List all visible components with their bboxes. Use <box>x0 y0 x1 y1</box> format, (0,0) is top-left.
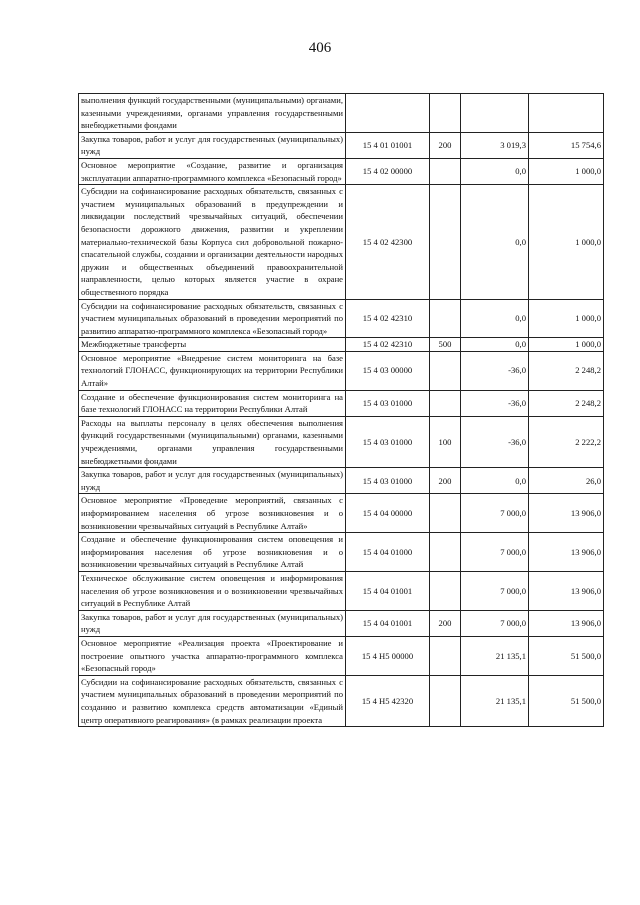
table-row <box>79 299 604 338</box>
row-amount-change-cell: -36,0 <box>461 390 529 416</box>
row-amount-total-cell: 13 906,0 <box>529 610 604 636</box>
row-code-cell: 15 4 02 42310 <box>346 299 430 338</box>
row-expense-type-cell <box>430 185 461 299</box>
row-amount-total-cell: 26,0 <box>529 468 604 494</box>
row-name-cell: Субсидии на софинансирование расходных обязательств, связанных с участием муниципальных образований в проведении мероприятий по созданию и развитию комплекса средств автоматизации «Единый центр оперативного реагирования» (в рамках реализации проекта <box>79 675 346 726</box>
row-amount-total-cell: 13 906,0 <box>529 533 604 572</box>
table-row <box>79 416 604 467</box>
row-amount-total-cell: 13 906,0 <box>529 494 604 533</box>
table-row <box>79 571 604 610</box>
row-amount-total-cell: 2 222,2 <box>529 416 604 467</box>
table-row <box>79 533 604 572</box>
row-amount-change-cell: 7 000,0 <box>461 610 529 636</box>
row-amount-total-cell: 1 000,0 <box>529 158 604 184</box>
row-code-cell: 15 4 H5 00000 <box>346 636 430 675</box>
row-code-cell: 15 4 03 01000 <box>346 468 430 494</box>
row-expense-type-cell <box>430 571 461 610</box>
table-row <box>79 610 604 636</box>
row-amount-change-cell: 21 135,1 <box>461 675 529 726</box>
table-row <box>79 94 604 133</box>
row-amount-change-cell: 21 135,1 <box>461 636 529 675</box>
row-amount-change-cell: 0,0 <box>461 299 529 338</box>
row-amount-total-cell: 2 248,2 <box>529 390 604 416</box>
row-expense-type-cell: 200 <box>430 610 461 636</box>
row-code-cell: 15 4 02 42310 <box>346 338 430 352</box>
row-amount-total-cell: 1 000,0 <box>529 299 604 338</box>
row-code-cell: 15 4 04 00000 <box>346 494 430 533</box>
row-code-cell: 15 4 04 01001 <box>346 571 430 610</box>
table-row <box>79 636 604 675</box>
row-amount-change-cell: 0,0 <box>461 338 529 352</box>
row-code-cell: 15 4 02 00000 <box>346 158 430 184</box>
row-amount-total-cell: 2 248,2 <box>529 351 604 390</box>
row-expense-type-cell <box>430 533 461 572</box>
row-code-cell: 15 4 03 01000 <box>346 416 430 467</box>
row-expense-type-cell <box>430 158 461 184</box>
table-row <box>79 158 604 184</box>
row-amount-change-cell: 7 000,0 <box>461 533 529 572</box>
page-number: 406 <box>308 40 332 56</box>
row-name-cell: Субсидии на софинансирование расходных обязательств, связанных с участием муниципальных образований в предупреждении и ликвидации последствий чрезвычайных ситуаций, обеспечении безопасности дорожного движения, развитии и укреплении материально-технической базы Корпуса сил добровольной пожарно-спасательной службы, создании и организации деятельности народных дружин и общественных объединений правоохранительной направленности, целью которых является участие в охране общественного порядка <box>79 185 346 299</box>
row-name-cell: Основное мероприятие «Создание, развитие и организация эксплуатации аппаратно-программного комплекса «Безопасный город» <box>79 158 346 184</box>
row-expense-type-cell <box>430 299 461 338</box>
row-code-cell: 15 4 01 01001 <box>346 132 430 158</box>
table-row <box>79 675 604 726</box>
row-name-cell: Техническое обслуживание систем оповещения и информирования населения об угрозе возникновения и о возникновении чрезвычайных ситуаций в Республике Алтай <box>79 571 346 610</box>
row-expense-type-cell <box>430 390 461 416</box>
row-expense-type-cell <box>430 636 461 675</box>
row-code-cell <box>346 94 430 133</box>
row-amount-change-cell: -36,0 <box>461 416 529 467</box>
row-amount-total-cell: 51 500,0 <box>529 636 604 675</box>
row-code-cell: 15 4 03 00000 <box>346 351 430 390</box>
row-name-cell: Закупка товаров, работ и услуг для государственных (муниципальных) нужд <box>79 132 346 158</box>
row-code-cell: 15 4 03 01000 <box>346 390 430 416</box>
row-expense-type-cell: 200 <box>430 132 461 158</box>
table-row <box>79 468 604 494</box>
row-amount-change-cell <box>461 94 529 133</box>
row-name-cell: выполнения функций государственными (муниципальными) органами, казенными учреждениями, органами управления государственными внебюджетными фондами <box>79 94 346 133</box>
row-name-cell: Межбюджетные трансферты <box>79 338 346 352</box>
table-row <box>79 338 604 352</box>
row-amount-change-cell: -36,0 <box>461 351 529 390</box>
row-name-cell: Основное мероприятие «Реализация проекта «Проектирование и построение опытного участка аппаратно-программного комплекса «Безопасный город» <box>79 636 346 675</box>
row-code-cell: 15 4 04 01001 <box>346 610 430 636</box>
row-expense-type-cell <box>430 494 461 533</box>
row-amount-change-cell: 7 000,0 <box>461 571 529 610</box>
row-code-cell: 15 4 H5 42320 <box>346 675 430 726</box>
row-name-cell: Субсидии на софинансирование расходных обязательств, связанных с участием муниципальных образований в проведении мероприятий по развитию аппаратно-программного комплекса «Безопасный город» <box>79 299 346 338</box>
row-expense-type-cell: 500 <box>430 338 461 352</box>
row-name-cell: Создание и обеспечение функционирования систем оповещения и информирования населения об угрозе возникновения и о возникновении чрезвычайных ситуаций в Республике Алтай <box>79 533 346 572</box>
table-row <box>79 185 604 299</box>
row-expense-type-cell <box>430 675 461 726</box>
row-code-cell: 15 4 02 42300 <box>346 185 430 299</box>
row-amount-total-cell: 1 000,0 <box>529 338 604 352</box>
table-body <box>79 94 604 727</box>
row-amount-change-cell: 0,0 <box>461 468 529 494</box>
row-name-cell: Расходы на выплаты персоналу в целях обеспечения выполнения функций государственными (муниципальными) органами, казенными учреждениями, органами управления государственными внебюджетными фондами <box>79 416 346 467</box>
row-expense-type-cell <box>430 351 461 390</box>
row-expense-type-cell <box>430 94 461 133</box>
table-row <box>79 494 604 533</box>
row-name-cell: Создание и обеспечение функционирования систем мониторинга на базе технологий ГЛОНАСС на территории Республики Алтай <box>79 390 346 416</box>
row-name-cell: Основное мероприятие «Внедрение систем мониторинга на базе технологий ГЛОНАСС, функционирующих на территории Республики Алтай» <box>79 351 346 390</box>
row-amount-change-cell: 3 019,3 <box>461 132 529 158</box>
row-name-cell: Закупка товаров, работ и услуг для государственных (муниципальных) нужд <box>79 468 346 494</box>
table-row <box>79 132 604 158</box>
row-amount-total-cell: 15 754,6 <box>529 132 604 158</box>
budget-table <box>78 93 604 727</box>
table-row <box>79 390 604 416</box>
row-name-cell: Основное мероприятие «Проведение мероприятий, связанных с информированием населения об угрозе возникновения и о возникновении чрезвычайных ситуаций в Республике Алтай» <box>79 494 346 533</box>
row-amount-total-cell <box>529 94 604 133</box>
row-code-cell: 15 4 04 01000 <box>346 533 430 572</box>
table-row <box>79 351 604 390</box>
row-name-cell: Закупка товаров, работ и услуг для государственных (муниципальных) нужд <box>79 610 346 636</box>
row-amount-change-cell: 0,0 <box>461 185 529 299</box>
row-expense-type-cell: 100 <box>430 416 461 467</box>
row-amount-total-cell: 1 000,0 <box>529 185 604 299</box>
row-amount-change-cell: 0,0 <box>461 158 529 184</box>
row-amount-change-cell: 7 000,0 <box>461 494 529 533</box>
row-amount-total-cell: 13 906,0 <box>529 571 604 610</box>
row-amount-total-cell: 51 500,0 <box>529 675 604 726</box>
row-expense-type-cell: 200 <box>430 468 461 494</box>
